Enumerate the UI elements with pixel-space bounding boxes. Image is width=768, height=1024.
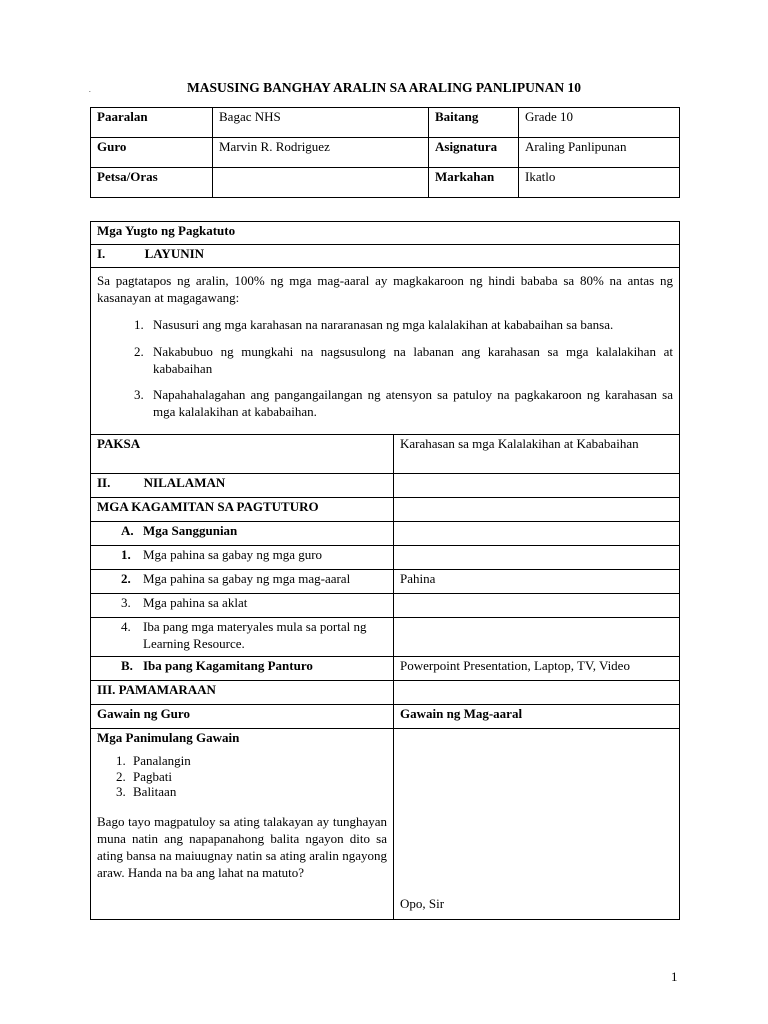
stages-heading: Mga Yugto ng Pagkatuto bbox=[91, 222, 680, 245]
date-value bbox=[213, 168, 429, 198]
row-stages bbox=[91, 222, 680, 245]
other-label: B. bbox=[121, 658, 133, 674]
row-objectives bbox=[91, 268, 680, 435]
content-num: II. bbox=[97, 475, 111, 491]
topic-value-text: Karahasan sa mga Kalalakihan at Kababaihan bbox=[400, 436, 639, 452]
prelim-heading: Mga Panimulang Gawain bbox=[97, 730, 240, 746]
row-columns bbox=[91, 705, 680, 729]
ref-value: Pahina bbox=[394, 570, 680, 594]
objectives-list bbox=[97, 317, 673, 421]
topic-label: PAKSA bbox=[91, 435, 394, 474]
info-row-date bbox=[91, 168, 680, 198]
objectives-num: I. bbox=[97, 246, 106, 261]
row-ref-4 bbox=[91, 618, 680, 657]
ref-value bbox=[394, 546, 680, 570]
row-ref-1 bbox=[91, 546, 680, 570]
quarter-value: Ikatlo bbox=[519, 168, 680, 198]
school-value: Bagac NHS bbox=[213, 108, 429, 138]
row-ref-3 bbox=[91, 594, 680, 618]
ref-num: 4. bbox=[121, 619, 131, 635]
procedure-heading: III. PAMAMARAAN bbox=[91, 681, 394, 705]
grade-value: Grade 10 bbox=[519, 108, 680, 138]
student-reply: Opo, Sir bbox=[400, 896, 445, 912]
row-topic bbox=[91, 435, 680, 474]
quarter-label: Markahan bbox=[429, 168, 519, 198]
info-table bbox=[90, 107, 680, 198]
student-column-heading: Gawain ng Mag-aaral bbox=[394, 705, 680, 729]
row-procedure bbox=[91, 681, 680, 705]
teacher-column-heading: Gawain ng Guro bbox=[91, 705, 394, 729]
references-label: A. bbox=[121, 523, 134, 539]
prelim-paragraph: Bago tayo magpatuloy sa ating talakayan ay tunghayan muna natin ang napapanahong balita ngayon dito sa ating bansa na maiuugnay natin sa ating aralin ngayong araw. Handa na ba ang lahat na matuto? bbox=[97, 813, 387, 880]
topic-value bbox=[400, 436, 673, 453]
date-label: Petsa/Oras bbox=[91, 168, 213, 198]
row-ref-2 bbox=[91, 570, 680, 594]
lesson-plan-table bbox=[90, 221, 680, 920]
materials-heading: MGA KAGAMITAN SA PAGTUTURO bbox=[91, 498, 394, 522]
row-objectives-heading bbox=[91, 245, 680, 268]
prelim-list bbox=[97, 753, 387, 800]
teacher-label: Guro bbox=[91, 138, 213, 168]
stray-mark: . bbox=[89, 86, 91, 94]
objectives-heading: LAYUNIN bbox=[144, 246, 205, 261]
subject-value: Araling Panlipunan bbox=[519, 138, 680, 168]
row-prelim bbox=[91, 729, 680, 920]
school-label: Paaralan bbox=[91, 108, 213, 138]
row-references bbox=[91, 522, 680, 546]
ref-num: 2. bbox=[121, 571, 131, 587]
info-row-school bbox=[91, 108, 680, 138]
other-heading: Iba pang Kagamitang Panturo bbox=[143, 658, 313, 674]
objective-item: 1. Nasusuri ang mga karahasan na nararanasan ng mga kalalakihan at kababaihan sa bansa. bbox=[147, 317, 673, 334]
references-heading: Mga Sanggunian bbox=[143, 523, 238, 539]
prelim-item: 1. Panalangin bbox=[129, 753, 387, 769]
ref-text: Mga pahina sa gabay ng mga guro bbox=[143, 547, 323, 563]
teacher-value: Marvin R. Rodriguez bbox=[213, 138, 429, 168]
row-content bbox=[91, 474, 680, 498]
document-title: MASUSING BANGHAY ARALIN SA ARALING PANLIPUNAN 10 bbox=[186, 80, 582, 95]
objectives-intro: Sa pagtatapos ng aralin, 100% ng mga mag-aaral ay magkakaroon ng hindi bababa sa 80% na antas ng kasanayan at magagawang: bbox=[97, 273, 673, 305]
ref-value bbox=[394, 594, 680, 618]
ref-text: Iba pang mga materyales mula sa portal ng Learning Resource. bbox=[143, 619, 367, 652]
ref-value bbox=[394, 618, 680, 657]
content-heading: NILALAMAN bbox=[143, 475, 226, 491]
subject-label: Asignatura bbox=[429, 138, 519, 168]
ref-num: 1. bbox=[121, 547, 131, 563]
objective-item: 2. Nakabubuo ng mungkahi na nagsusulong na labanan ang karahasan sa mga kalalakihan at kababaihan bbox=[147, 344, 673, 378]
ref-text: Mga pahina sa gabay ng mga mag-aaral bbox=[143, 571, 351, 587]
row-materials bbox=[91, 498, 680, 522]
prelim-item: 3. Balitaan bbox=[129, 784, 387, 800]
page-number: 1 bbox=[671, 969, 678, 984]
info-row-teacher bbox=[91, 138, 680, 168]
ref-text: Mga pahina sa aklat bbox=[143, 595, 248, 611]
objective-item: 3. Napahahalagahan ang pangangailangan ng atensyon sa patuloy na pagkakaroon ng karahasan sa mga kalalakihan at kababaihan. bbox=[147, 387, 673, 421]
other-value: Powerpoint Presentation, Laptop, TV, Video bbox=[394, 657, 680, 681]
prelim-item: 2. Pagbati bbox=[129, 769, 387, 785]
grade-label: Baitang bbox=[429, 108, 519, 138]
ref-num: 3. bbox=[121, 595, 131, 611]
row-other-materials bbox=[91, 657, 680, 681]
